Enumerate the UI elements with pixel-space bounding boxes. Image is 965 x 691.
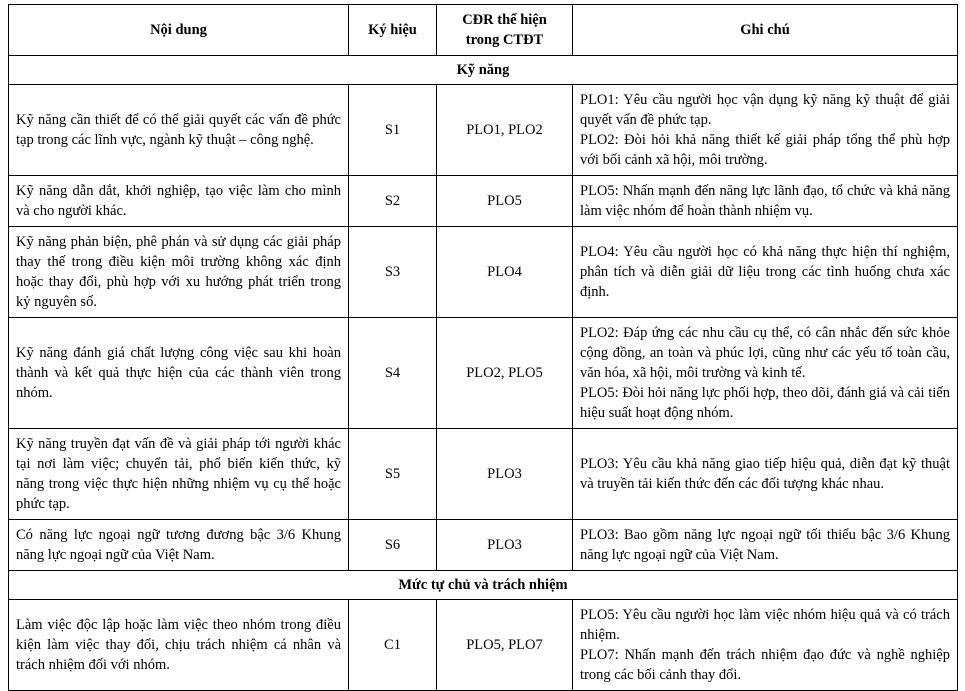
column-header-plo	[437, 5, 573, 56]
table-body	[9, 56, 958, 691]
row-note	[573, 176, 958, 227]
column-header-note: Ghi chú	[573, 5, 958, 56]
table-row	[9, 429, 958, 520]
section-title-skills: Kỹ năng	[9, 56, 958, 85]
row-content: Kỹ năng cần thiết để có thể giải quyết các vấn đề phức tạp trong các lĩnh vực, ngành kỹ thuật – công nghệ.	[9, 85, 349, 176]
row-content: Làm việc độc lập hoặc làm việc theo nhóm trong điều kiện làm việc thay đổi, chịu trách nhiệm cá nhân và trách nhiệm đối với nhóm.	[9, 600, 349, 691]
row-symbol: S3	[349, 227, 437, 318]
row-plo: PLO4	[437, 227, 573, 318]
note-line: PLO7: Nhấn mạnh đến trách nhiệm đạo đức và nghề nghiệp trong các bối cảnh thay đổi.	[580, 647, 950, 683]
section-header-row	[9, 571, 958, 600]
note-line: PLO5: Đòi hỏi năng lực phối hợp, theo dõi, đánh giá và cải tiến hiệu suất hoạt động nhóm.	[580, 385, 950, 421]
row-plo: PLO1, PLO2	[437, 85, 573, 176]
note-line: PLO2: Đòi hỏi khả năng thiết kế giải pháp tổng thể phù hợp với bối cảnh xã hội, môi trường.	[580, 132, 950, 168]
table-row	[9, 227, 958, 318]
section-title-autonomy: Mức tự chủ và trách nhiệm	[9, 571, 958, 600]
row-note	[573, 85, 958, 176]
note-line: PLO2: Đáp ứng các nhu cầu cụ thể, có cân nhắc đến sức khỏe cộng đồng, an toàn và phúc lợi, cũng như các yếu tố toàn cầu, văn hóa, xã hội, môi trường và kinh tế.	[580, 325, 950, 381]
note-line: PLO4: Yêu cầu người học có khả năng thực hiện thí nghiệm, phân tích và diễn giải dữ liệu trong các tình huống chưa xác định.	[580, 244, 950, 300]
table-row	[9, 85, 958, 176]
row-note	[573, 429, 958, 520]
note-line: PLO3: Yêu cầu khả năng giao tiếp hiệu quả, diễn đạt kỹ thuật và truyền tải kiến thức đến các đối tượng khác nhau.	[580, 456, 950, 492]
column-header-symbol: Ký hiệu	[349, 5, 437, 56]
table-row	[9, 520, 958, 571]
row-plo: PLO5	[437, 176, 573, 227]
row-content: Kỹ năng dẫn dắt, khởi nghiệp, tạo việc làm cho mình và cho người khác.	[9, 176, 349, 227]
row-symbol: S6	[349, 520, 437, 571]
row-note	[573, 318, 958, 429]
outcomes-mapping-table	[8, 4, 958, 691]
row-content: Kỹ năng đánh giá chất lượng công việc sau khi hoàn thành và kết quả thực hiện của các thành viên trong nhóm.	[9, 318, 349, 429]
row-plo: PLO5, PLO7	[437, 600, 573, 691]
table-row	[9, 176, 958, 227]
row-content: Kỹ năng phản biện, phê phán và sử dụng các giải pháp thay thế trong điều kiện môi trường không xác định hoặc thay đổi, phù hợp với xu hướng phát triển trong kỷ nguyên số.	[9, 227, 349, 318]
row-content: Kỹ năng truyền đạt vấn đề và giải pháp tới người khác tại nơi làm việc; chuyển tải, phổ biến kiến thức, kỹ năng trong việc thực hiện những nhiệm vụ cụ thể hoặc phức tạp.	[9, 429, 349, 520]
note-line: PLO1: Yêu cầu người học vận dụng kỹ năng kỹ thuật để giải quyết vấn đề phức tạp.	[580, 92, 950, 128]
note-line: PLO3: Bao gồm năng lực ngoại ngữ tối thiểu bậc 3/6 Khung năng lực ngoại ngữ của Việt Nam.	[580, 527, 950, 563]
row-symbol: S5	[349, 429, 437, 520]
row-symbol: C1	[349, 600, 437, 691]
row-symbol: S4	[349, 318, 437, 429]
row-content: Có năng lực ngoại ngữ tương đương bậc 3/6 Khung năng lực ngoại ngữ của Việt Nam.	[9, 520, 349, 571]
row-plo: PLO2, PLO5	[437, 318, 573, 429]
row-plo: PLO3	[437, 429, 573, 520]
row-note	[573, 600, 958, 691]
table-row	[9, 318, 958, 429]
row-note	[573, 520, 958, 571]
row-note	[573, 227, 958, 318]
row-symbol: S1	[349, 85, 437, 176]
column-header-plo-line1: CĐR thể hiện	[462, 12, 547, 28]
note-line: PLO5: Nhấn mạnh đến năng lực lãnh đạo, tổ chức và khả năng làm việc nhóm để hoàn thành nhiệm vụ.	[580, 183, 950, 219]
note-line: PLO5: Yêu cầu người học làm việc nhóm hiệu quả và có trách nhiệm.	[580, 607, 950, 643]
row-plo: PLO3	[437, 520, 573, 571]
table-header	[9, 5, 958, 56]
column-header-plo-line2: trong CTĐT	[465, 32, 544, 48]
section-header-row	[9, 56, 958, 85]
column-header-content: Nội dung	[9, 5, 349, 56]
row-symbol: S2	[349, 176, 437, 227]
table-header-row	[9, 5, 958, 56]
table-row	[9, 600, 958, 691]
